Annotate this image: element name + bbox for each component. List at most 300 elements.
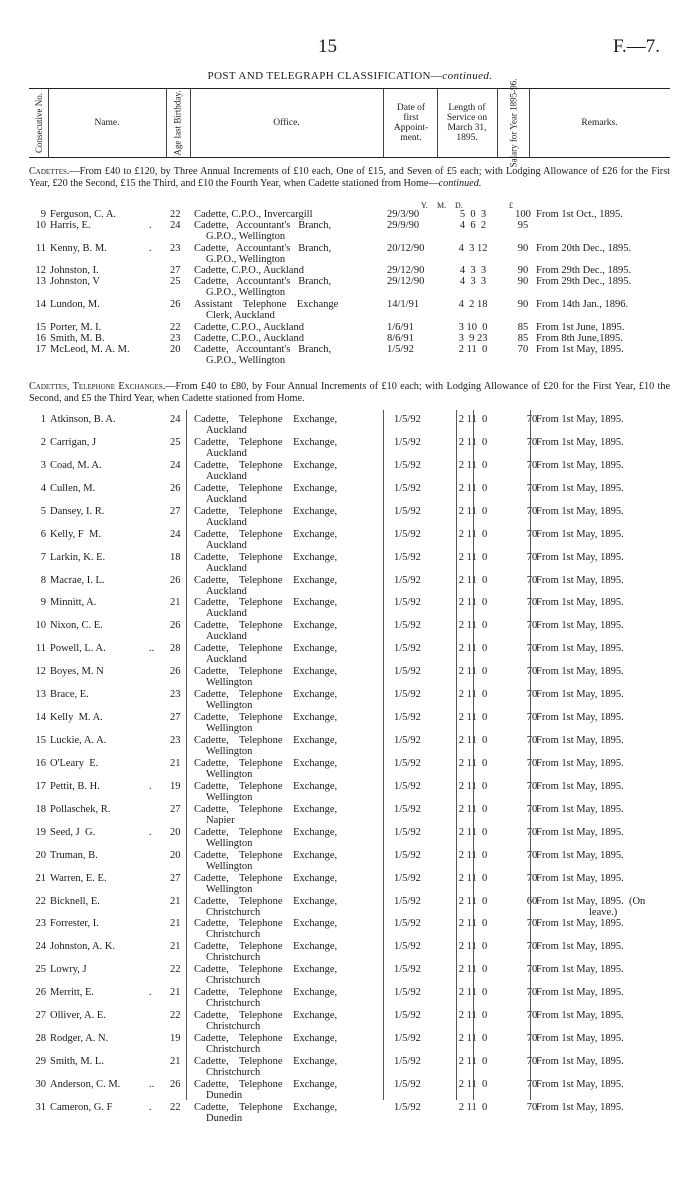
- header-age: Age last Birthday.: [173, 90, 183, 156]
- row-service-length: 2 11 0: [458, 987, 488, 999]
- row-number: 14: [35, 299, 46, 310]
- row-age: 26: [170, 620, 181, 632]
- row-appointment-date: 1/5/92: [394, 482, 421, 494]
- row-number: 27: [35, 1010, 46, 1022]
- row-number: 16: [35, 333, 46, 344]
- row-office: Cadette, Telephone Exchange,: [194, 849, 338, 861]
- header-name: Name.: [94, 118, 120, 128]
- row-age: 24: [170, 220, 181, 231]
- row-name: Kelly, F M.: [50, 528, 101, 540]
- row-office-location: Auckland: [206, 447, 247, 459]
- row-age: 22: [170, 964, 181, 976]
- row-leader: ..: [149, 1078, 155, 1090]
- row-salary: 70: [526, 414, 538, 425]
- row-remarks: From 1st May, 1895.: [536, 505, 624, 517]
- row-salary: 70: [526, 436, 538, 448]
- row-office: Cadette, Telephone Exchange,: [194, 780, 338, 792]
- row-appointment-date: 29/3/90: [387, 209, 420, 220]
- row-age: 23: [170, 689, 181, 701]
- row-office: Cadette, Accountant's Branch,: [194, 344, 332, 355]
- row-salary: 100: [515, 209, 531, 220]
- row-number: 2: [40, 436, 46, 448]
- row-name: Kelly M. A.: [50, 712, 103, 724]
- row-office-location: Wellington: [206, 746, 253, 758]
- row-age: 26: [170, 574, 181, 586]
- row-name: Seed, J G.: [50, 826, 96, 838]
- title-main: POST AND TELEGRAPH CLASSIFICATION—: [207, 70, 443, 82]
- row-appointment-date: 1/5/92: [394, 849, 421, 861]
- row-number: 25: [35, 964, 46, 976]
- row-office: Cadette, Telephone Exchange,: [194, 1078, 338, 1090]
- row-appointment-date: 1/5/92: [394, 574, 421, 586]
- row-remarks: From 20th Dec., 1895.: [536, 243, 632, 254]
- row-service-length: 2 11 0: [458, 344, 488, 355]
- row-remarks-continued: leave.): [589, 906, 618, 918]
- row-remarks: From 14th Jan., 1896.: [536, 299, 629, 310]
- row-office: Cadette, Telephone Exchange,: [194, 1101, 338, 1113]
- row-office-location: Auckland: [206, 470, 247, 482]
- row-appointment-date: 1/5/92: [394, 964, 421, 976]
- row-age: 27: [170, 712, 181, 724]
- row-number: 9: [40, 597, 46, 609]
- row-office: Cadette, Accountant's Branch,: [194, 243, 332, 254]
- row-appointment-date: 1/5/92: [394, 597, 421, 609]
- unit-months: M.: [437, 201, 447, 210]
- row-age: 25: [170, 276, 181, 287]
- row-remarks: From 1st May, 1895.: [536, 987, 624, 999]
- row-service-length: 2 11 0: [458, 414, 488, 425]
- row-remarks: From 1st May, 1895.: [536, 620, 624, 632]
- row-salary: 70: [526, 757, 538, 769]
- row-office: Cadette, Telephone Exchange,: [194, 803, 338, 815]
- row-age: 19: [170, 780, 181, 792]
- row-office-location: Wellington: [206, 700, 253, 712]
- row-service-length: 2 11 0: [458, 436, 488, 448]
- row-service-length: 2 11 0: [458, 620, 488, 632]
- row-remarks: From 1st May, 1895.: [536, 689, 624, 701]
- row-appointment-date: 20/12/90: [387, 243, 425, 254]
- row-number: 17: [35, 780, 46, 792]
- row-appointment-date: 29/12/90: [387, 265, 425, 276]
- row-age: 28: [170, 643, 181, 655]
- row-office: Cadette, Telephone Exchange,: [194, 1033, 338, 1045]
- row-leader: .: [149, 220, 152, 231]
- row-age: 21: [170, 941, 181, 953]
- row-name: Bicknell, E.: [50, 895, 100, 907]
- row-number: 1: [40, 414, 46, 425]
- row-office: Cadette, C.P.O., Auckland: [194, 265, 304, 276]
- row-number: 7: [40, 551, 46, 563]
- row-salary: 70: [526, 987, 538, 999]
- row-appointment-date: 1/5/92: [394, 735, 421, 747]
- row-age: 27: [170, 872, 181, 884]
- row-salary: 70: [526, 689, 538, 701]
- row-office: Cadette, Telephone Exchange,: [194, 620, 338, 632]
- row-name: Ferguson, C. A.: [50, 209, 117, 220]
- row-number: 17: [35, 344, 46, 355]
- row-service-length: 2 11 0: [458, 459, 488, 471]
- row-service-length: 2 11 0: [458, 1078, 488, 1090]
- row-remarks: From 1st May, 1895.: [536, 643, 624, 655]
- row-number: 11: [35, 643, 46, 655]
- unit-years: Y.: [421, 201, 428, 210]
- row-leader: .: [149, 780, 152, 792]
- row-office-location: Wellington: [206, 860, 253, 872]
- row-salary: 70: [526, 459, 538, 471]
- row-appointment-date: 1/5/92: [394, 1056, 421, 1068]
- row-office-location: Wellington: [206, 723, 253, 735]
- row-salary: 90: [517, 299, 529, 310]
- row-office: Cadette, Telephone Exchange,: [194, 735, 338, 747]
- row-name: Smith, M. L.: [50, 1056, 104, 1068]
- row-service-length: 2 11 0: [458, 826, 488, 838]
- row-office-location: Wellington: [206, 837, 253, 849]
- row-name: McLeod, M. A. M.: [50, 344, 130, 355]
- row-salary: 70: [526, 1010, 538, 1022]
- row-leader: .: [149, 826, 152, 838]
- row-name: Boyes, M. N: [50, 666, 104, 678]
- row-name: Smith, M. B.: [50, 333, 105, 344]
- row-age: 26: [170, 666, 181, 678]
- row-salary: 90: [517, 276, 529, 287]
- row-remarks: From 1st May, 1895.: [536, 872, 624, 884]
- row-age: 23: [170, 735, 181, 747]
- row-age: 25: [170, 436, 181, 448]
- row-age: 21: [170, 895, 181, 907]
- row-number: 23: [35, 918, 46, 930]
- row-remarks: From 1st May, 1895.: [536, 574, 624, 586]
- row-appointment-date: 1/5/92: [394, 1033, 421, 1045]
- row-name: Dansey, I. R.: [50, 505, 105, 517]
- row-age: 22: [170, 322, 181, 333]
- row-appointment-date: 1/5/92: [394, 780, 421, 792]
- row-appointment-date: 1/5/92: [394, 1010, 421, 1022]
- row-remarks: From 1st May, 1895.: [536, 1101, 624, 1113]
- row-service-length: 2 11 0: [458, 482, 488, 494]
- row-appointment-date: 1/5/92: [394, 918, 421, 930]
- header-office: Office.: [273, 118, 300, 128]
- row-name: Johnston, I.: [50, 265, 99, 276]
- row-number: 28: [35, 1033, 46, 1045]
- row-salary: 70: [526, 528, 538, 540]
- row-office: Cadette, Telephone Exchange,: [194, 505, 338, 517]
- row-office: Cadette, Telephone Exchange,: [194, 964, 338, 976]
- row-office: Cadette, Telephone Exchange,: [194, 459, 338, 471]
- row-age: 21: [170, 987, 181, 999]
- row-office: Cadette, Telephone Exchange,: [194, 918, 338, 930]
- row-name: Pettit, B. H.: [50, 780, 100, 792]
- row-age: 20: [170, 849, 181, 861]
- row-remarks: From 1st May, 1895.: [536, 1078, 624, 1090]
- section-telephone-heading: Cadettes, Telephone Exchanges.—From £40 to £80, by Four Annual Increments of £10 each; with Lodging Allowance of £20 for the First Year, £10 the Second, and £5 the Third Year, when Cadette stationed from Home.: [29, 381, 670, 404]
- row-age: 27: [170, 505, 181, 517]
- row-service-length: 5 0 3: [459, 209, 487, 220]
- row-appointment-date: 1/5/92: [394, 689, 421, 701]
- row-service-length: 2 11 0: [458, 1033, 488, 1045]
- row-office-location: Christchurch: [206, 1067, 261, 1079]
- row-salary: 95: [517, 220, 529, 231]
- row-appointment-date: 1/5/92: [394, 872, 421, 884]
- row-age: 22: [170, 1101, 181, 1113]
- row-age: 21: [170, 918, 181, 930]
- row-name: Johnston, V: [50, 276, 100, 287]
- row-name: Cameron, G. F: [50, 1101, 113, 1113]
- row-salary: 70: [526, 551, 538, 563]
- row-salary: 70: [526, 826, 538, 838]
- row-office-location: Wellington: [206, 883, 253, 895]
- row-salary: 90: [517, 243, 529, 254]
- row-service-length: 2 11 0: [458, 849, 488, 861]
- row-remarks: From 1st May, 1895. (On: [536, 895, 646, 907]
- row-leader: ..: [149, 643, 155, 655]
- row-remarks: From 1st May, 1895.: [536, 1056, 624, 1068]
- row-service-length: 2 11 0: [458, 964, 488, 976]
- row-appointment-date: 1/5/92: [394, 414, 421, 425]
- row-number: 19: [35, 826, 46, 838]
- row-name: Kenny, B. M.: [50, 243, 107, 254]
- row-service-length: 2 11 0: [458, 574, 488, 586]
- row-age: 26: [170, 1078, 181, 1090]
- row-office-location: Wellington: [206, 791, 253, 803]
- row-service-length: 2 11 0: [458, 1101, 488, 1113]
- row-appointment-date: 8/6/91: [387, 333, 414, 344]
- row-salary: 70: [526, 712, 538, 724]
- row-appointment-date: 1/5/92: [394, 826, 421, 838]
- column-rule: [530, 410, 531, 1100]
- unit-days: D.: [455, 201, 463, 210]
- row-number: 5: [40, 505, 46, 517]
- row-appointment-date: 1/5/92: [394, 987, 421, 999]
- row-appointment-date: 1/5/92: [394, 803, 421, 815]
- row-office: Cadette, Telephone Exchange,: [194, 826, 338, 838]
- row-salary: 70: [526, 574, 538, 586]
- row-service-length: 2 11 0: [458, 505, 488, 517]
- row-office-location: Christchurch: [206, 1021, 261, 1033]
- row-remarks: From 1st May, 1895.: [536, 826, 624, 838]
- row-office: Cadette, Telephone Exchange,: [194, 666, 338, 678]
- row-name: Rodger, A. N.: [50, 1033, 109, 1045]
- row-service-length: 2 11 0: [458, 528, 488, 540]
- row-office: Cadette, Telephone Exchange,: [194, 712, 338, 724]
- row-name: Luckie, A. A.: [50, 735, 107, 747]
- row-remarks: From 1st May, 1895.: [536, 941, 624, 953]
- row-name: Anderson, C. M.: [50, 1078, 121, 1090]
- row-appointment-date: 1/5/92: [394, 528, 421, 540]
- row-service-length: 4 6 2: [459, 220, 487, 231]
- column-rule: [456, 410, 457, 1100]
- row-office-location: Wellington: [206, 768, 253, 780]
- row-name: Porter, M. I.: [50, 322, 102, 333]
- row-remarks: From 1st May, 1895.: [536, 849, 624, 861]
- header-remarks: Remarks.: [581, 118, 618, 128]
- row-number: 21: [35, 872, 46, 884]
- row-remarks: From 1st May, 1895.: [536, 482, 624, 494]
- row-service-length: 4 2 18: [458, 299, 488, 310]
- row-name: Pollaschek, R.: [50, 803, 111, 815]
- row-office-location: Christchurch: [206, 998, 261, 1010]
- row-age: 23: [170, 243, 181, 254]
- row-name: O'Leary E.: [50, 757, 99, 769]
- row-office: Cadette, Telephone Exchange,: [194, 941, 338, 953]
- row-service-length: 2 11 0: [458, 895, 488, 907]
- row-appointment-date: 1/5/92: [394, 757, 421, 769]
- row-age: 21: [170, 597, 181, 609]
- row-remarks: From 29th Dec., 1895.: [536, 265, 632, 276]
- row-service-length: 2 11 0: [458, 712, 488, 724]
- table-header: [29, 78, 670, 168]
- row-service-length: 2 11 0: [458, 1010, 488, 1022]
- row-age: 20: [170, 344, 181, 355]
- row-office-location: G.P.O., Wellington: [206, 254, 286, 265]
- row-age: 26: [170, 299, 181, 310]
- row-appointment-date: 29/9/90: [387, 220, 420, 231]
- row-office-location: Napier: [206, 814, 235, 826]
- row-name: Minnitt, A.: [50, 597, 97, 609]
- row-office-location: Clerk, Auckland: [206, 310, 275, 321]
- row-office-location: Auckland: [206, 493, 247, 505]
- row-name: Lundon, M.: [50, 299, 100, 310]
- row-office-location: Christchurch: [206, 1044, 261, 1056]
- row-appointment-date: 1/5/92: [394, 459, 421, 471]
- row-office: Cadette, Telephone Exchange,: [194, 987, 338, 999]
- row-office: Cadette, C.P.O., Auckland: [194, 333, 304, 344]
- row-remarks: From 1st June, 1895.: [536, 322, 625, 333]
- row-number: 9: [40, 209, 46, 220]
- row-service-length: 2 11 0: [458, 757, 488, 769]
- row-office: Cadette, Telephone Exchange,: [194, 436, 338, 448]
- row-salary: 70: [526, 872, 538, 884]
- row-service-length: 2 11 0: [458, 689, 488, 701]
- row-remarks: From 1st May, 1895.: [536, 436, 624, 448]
- row-age: 23: [170, 333, 181, 344]
- row-salary: 85: [517, 333, 529, 344]
- row-number: 22: [35, 895, 46, 907]
- row-number: 12: [35, 265, 46, 276]
- row-age: 27: [170, 803, 181, 815]
- row-salary: 70: [526, 1056, 538, 1068]
- row-name: Cullen, M.: [50, 482, 96, 494]
- row-office-location: Christchurch: [206, 929, 261, 941]
- row-age: 22: [170, 1010, 181, 1022]
- row-name: Truman, B.: [50, 849, 98, 861]
- row-name: Atkinson, B. A.: [50, 414, 116, 425]
- row-appointment-date: 1/5/92: [394, 895, 421, 907]
- row-service-length: 4 3 3: [459, 265, 487, 276]
- row-remarks: From 8th June,1895.: [536, 333, 623, 344]
- row-salary: 70: [526, 780, 538, 792]
- row-number: 13: [35, 276, 46, 287]
- row-name: Johnston, A. K.: [50, 941, 116, 953]
- row-name: Carrigan, J: [50, 436, 97, 448]
- row-number: 15: [35, 735, 46, 747]
- row-name: Merritt, E.: [50, 987, 95, 999]
- row-office-location: Dunedin: [206, 1089, 243, 1101]
- row-age: 24: [170, 414, 181, 425]
- row-office-location: G.P.O., Wellington: [206, 355, 286, 366]
- row-office-location: Auckland: [206, 631, 247, 643]
- row-age: 21: [170, 757, 181, 769]
- row-service-length: 4 3 12: [458, 243, 488, 254]
- row-number: 29: [35, 1056, 46, 1068]
- row-office: Cadette, Telephone Exchange,: [194, 414, 338, 425]
- row-service-length: 2 11 0: [458, 872, 488, 884]
- row-remarks: From 29th Dec., 1895.: [536, 276, 632, 287]
- row-remarks: From 1st May, 1895.: [536, 666, 624, 678]
- row-office: Cadette, Telephone Exchange,: [194, 1010, 338, 1022]
- row-office: Cadette, Telephone Exchange,: [194, 551, 338, 563]
- row-salary: 60: [526, 895, 538, 907]
- row-salary: 70: [526, 505, 538, 517]
- row-office: Cadette, Telephone Exchange,: [194, 689, 338, 701]
- row-name: Macrae, I. L.: [50, 574, 105, 586]
- row-salary: 70: [526, 735, 538, 747]
- row-appointment-date: 1/5/92: [394, 666, 421, 678]
- row-service-length: 2 11 0: [458, 941, 488, 953]
- row-appointment-date: 1/5/92: [394, 941, 421, 953]
- row-remarks: From 1st May, 1895.: [536, 735, 624, 747]
- row-leader: .: [149, 243, 152, 254]
- row-name: Coad, M. A.: [50, 459, 102, 471]
- row-appointment-date: 1/5/92: [394, 620, 421, 632]
- row-appointment-date: 1/5/92: [394, 643, 421, 655]
- row-service-length: 2 11 0: [458, 666, 488, 678]
- row-appointment-date: 1/5/92: [387, 344, 414, 355]
- row-office: Cadette, Accountant's Branch,: [194, 220, 332, 231]
- row-number: 3: [40, 459, 46, 471]
- row-appointment-date: 1/5/92: [394, 1101, 421, 1113]
- row-number: 16: [35, 757, 46, 769]
- row-office: Cadette, Telephone Exchange,: [194, 574, 338, 586]
- column-rule: [473, 410, 474, 1100]
- row-appointment-date: 1/5/92: [394, 551, 421, 563]
- row-number: 20: [35, 849, 46, 861]
- row-number: 10: [35, 620, 46, 632]
- row-salary: 70: [526, 941, 538, 953]
- row-remarks: From 1st May, 1895.: [536, 1033, 624, 1045]
- row-salary: 90: [517, 265, 529, 276]
- column-rule: [186, 410, 187, 1100]
- row-number: 12: [35, 666, 46, 678]
- row-service-length: 3 9 23: [458, 333, 488, 344]
- row-name: Larkin, K. E.: [50, 551, 106, 563]
- row-appointment-date: 1/6/91: [387, 322, 414, 333]
- row-office-location: G.P.O., Wellington: [206, 287, 286, 298]
- row-salary: 70: [526, 964, 538, 976]
- row-remarks: From 1st May, 1895.: [536, 597, 624, 609]
- row-salary: 85: [517, 322, 529, 333]
- row-age: 27: [170, 265, 181, 276]
- row-appointment-date: 14/1/91: [387, 299, 420, 310]
- row-number: 13: [35, 689, 46, 701]
- row-appointment-date: 1/5/92: [394, 1078, 421, 1090]
- row-appointment-date: 29/12/90: [387, 276, 425, 287]
- row-number: 4: [40, 482, 46, 494]
- row-appointment-date: 1/5/92: [394, 712, 421, 724]
- page-number: 15: [318, 36, 337, 57]
- row-office-location: Wellington: [206, 677, 253, 689]
- row-office-location: Dunedin: [206, 1112, 243, 1124]
- row-service-length: 3 10 0: [458, 322, 488, 333]
- row-number: 10: [35, 220, 46, 231]
- column-rule: [383, 410, 384, 1100]
- row-remarks: From 1st May, 1895.: [536, 712, 624, 724]
- row-number: 26: [35, 987, 46, 999]
- row-remarks: From 1st May, 1895.: [536, 1010, 624, 1022]
- title-continued: continued.: [442, 70, 493, 82]
- row-salary: 70: [526, 1101, 538, 1113]
- row-office: Cadette, Telephone Exchange,: [194, 528, 338, 540]
- row-salary: 70: [526, 1033, 538, 1045]
